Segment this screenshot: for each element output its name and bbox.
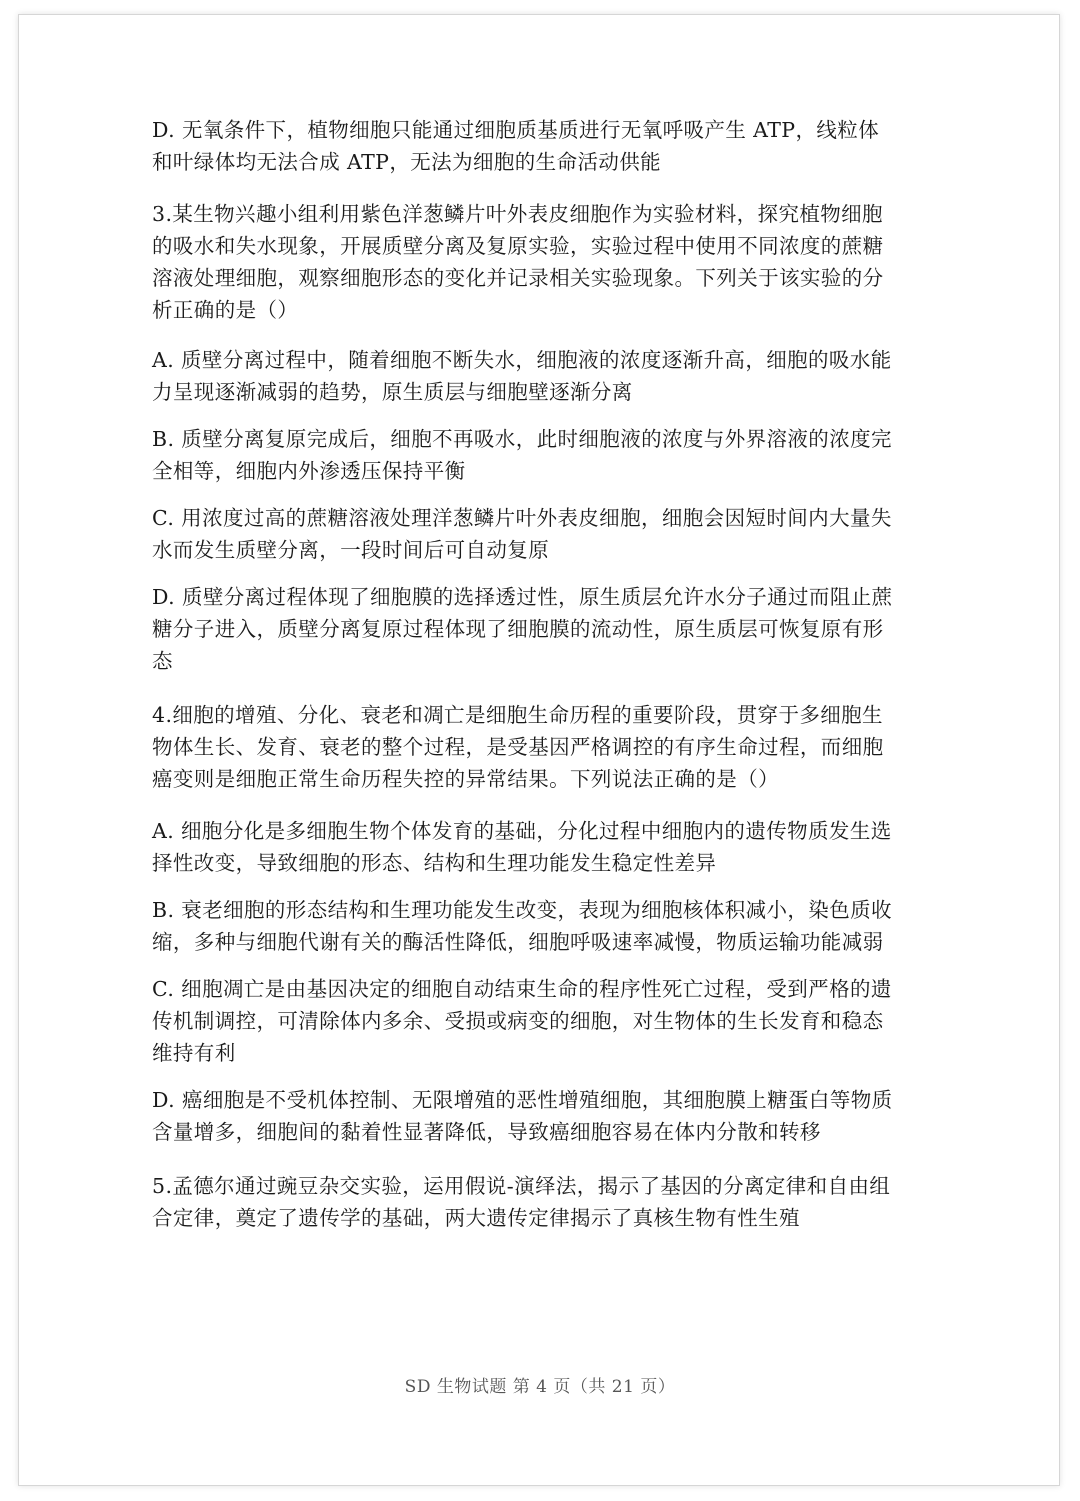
q3-option-d: D. 质壁分离过程体现了细胞膜的选择透过性，原生质层允许水分子通过而阻止蔗糖分子进入，质壁分离复原过程体现了细胞膜的流动性，原生质层可恢复原有形态 bbox=[152, 585, 893, 673]
page-content bbox=[152, 114, 894, 1234]
q5-stem: 5.孟德尔通过豌豆杂交实验，运用假说-演绎法，揭示了基因的分离定律和自由组合定律，奠定了遗传学的基础，两大遗传定律揭示了真核生物有性生殖 bbox=[152, 1174, 891, 1230]
q4-option-d: D. 癌细胞是不受机体控制、无限增殖的恶性增殖细胞，其细胞膜上糖蛋白等物质含量增多，细胞间的黏着性显著降低，导致癌细胞容易在体内分散和转移 bbox=[152, 1088, 893, 1144]
q2-option-d: D. 无氧条件下，植物细胞只能通过细胞质基质进行无氧呼吸产生 ATP，线粒体和叶绿体均无法合成 ATP，无法为细胞的生命活动供能 bbox=[152, 118, 880, 174]
q4-option-c: C. 细胞凋亡是由基因决定的细胞自动结束生命的程序性死亡过程，受到严格的遗传机制调控，可清除体内多余、受损或病变的细胞，对生物体的生长发育和稳态维持有利 bbox=[152, 977, 892, 1065]
q3-option-a: A. 质壁分离过程中，随着细胞不断失水，细胞液的浓度逐渐升高，细胞的吸水能力呈现逐渐减弱的趋势，原生质层与细胞壁逐渐分离 bbox=[152, 348, 892, 404]
q3-stem: 3.某生物兴趣小组利用紫色洋葱鳞片叶外表皮细胞作为实验材料，探究植物细胞的吸水和失水现象，开展质壁分离及复原实验，实验过程中使用不同浓度的蔗糖溶液处理细胞，观察细胞形态的变化并记录相关实验现象。下列关于该实验的分析正确的是（） bbox=[152, 202, 884, 322]
q4-option-a: A. 细胞分化是多细胞生物个体发育的基础，分化过程中细胞内的遗传物质发生选择性改变，导致细胞的形态、结构和生理功能发生稳定性差异 bbox=[152, 819, 892, 875]
q4-option-b: B. 衰老细胞的形态结构和生理功能发生改变，表现为细胞核体积减小，染色质收缩，多种与细胞代谢有关的酶活性降低，细胞呼吸速率减慢，物质运输功能减弱 bbox=[152, 898, 892, 954]
q4-stem: 4.细胞的增殖、分化、衰老和凋亡是细胞生命历程的重要阶段，贯穿于多细胞生物体生长、发育、衰老的整个过程，是受基因严格调控的有序生命过程，而细胞癌变则是细胞正常生命历程失控的异常结果。下列说法正确的是（） bbox=[152, 703, 884, 791]
q3-option-c: C. 用浓度过高的蔗糖溶液处理洋葱鳞片叶外表皮细胞，细胞会因短时间内大量失水而发生质壁分离，一段时间后可自动复原 bbox=[152, 506, 892, 562]
page-footer: SD 生物试题 第 4 页（共 21 页） bbox=[404, 1377, 676, 1397]
q3-option-b: B. 质壁分离复原完成后，细胞不再吸水，此时细胞液的浓度与外界溶液的浓度完全相等，细胞内外渗透压保持平衡 bbox=[152, 427, 892, 483]
